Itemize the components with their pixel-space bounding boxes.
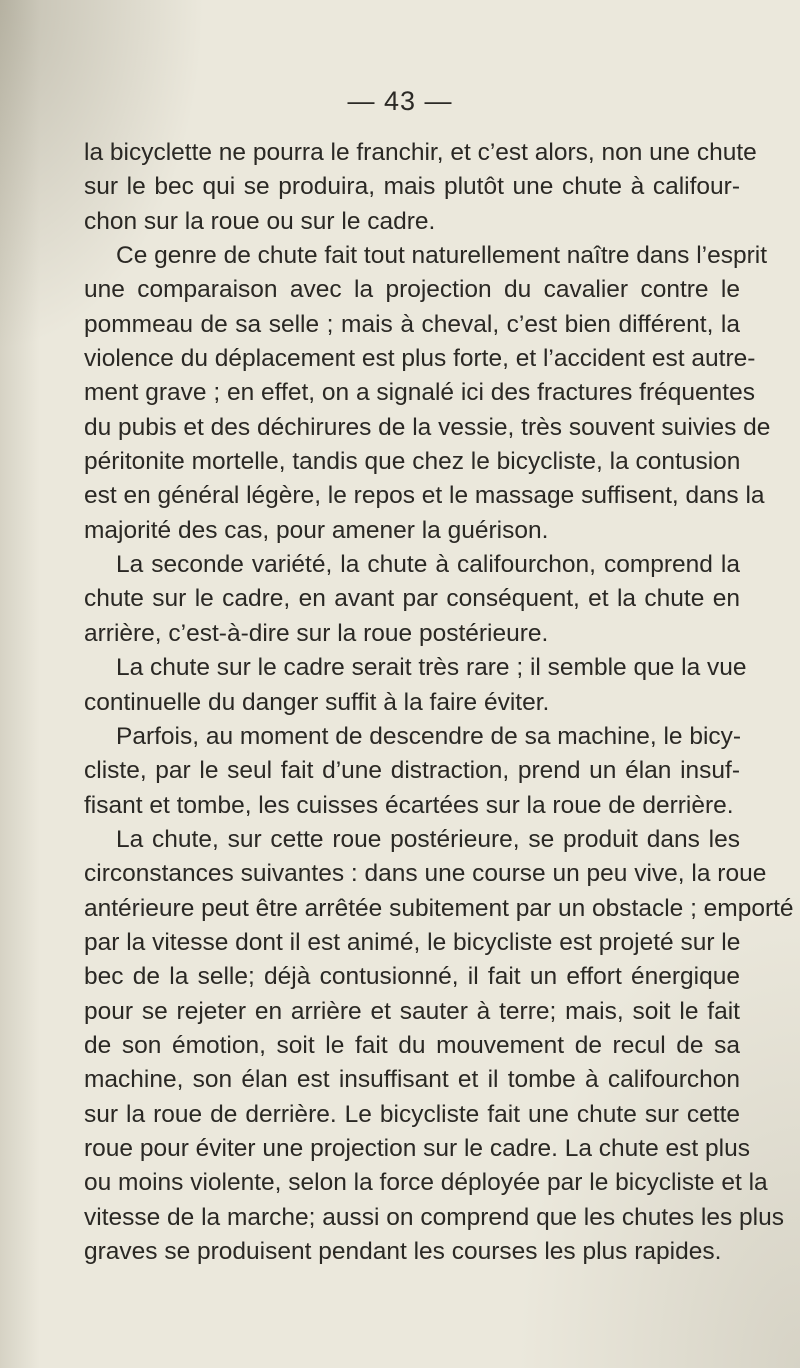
text-line: une comparaison avec la projection du cavalier contre le	[84, 276, 740, 304]
text-line: pommeau de sa selle ; mais à cheval, c’est bien différent, la	[84, 310, 740, 338]
text-line: est en général légère, le repos et le massage suffisent, dans la	[84, 482, 765, 510]
text-line: du pubis et des déchirures de la vessie, très souvent suivies de	[84, 413, 771, 441]
text-line: machine, son élan est insuffisant et il tombe à califourchon	[84, 1066, 740, 1094]
text-line: La chute sur le cadre serait très rare ; il semble que la vue	[116, 654, 747, 682]
text-line: arrière, c’est-à-dire sur la roue postérieure.	[84, 619, 549, 647]
text-line: La chute, sur cette roue postérieure, se produit dans les	[116, 825, 740, 853]
text-line: cliste, par le seul fait d’une distraction, prend un élan insuf-	[84, 757, 740, 785]
text-line: pour se rejeter en arrière et sauter à terre; mais, soit le fait	[84, 997, 740, 1025]
text-line: la bicyclette ne pourra le franchir, et c’est alors, non une chute	[84, 139, 757, 166]
body-text	[84, 136, 794, 1269]
text-line: Parfois, au moment de descendre de sa machine, le bicy-	[116, 722, 742, 750]
text-line: bec de la selle; déjà contusionné, il fait un effort énergique	[84, 963, 740, 991]
text-line: fisant et tombe, les cuisses écartées sur la roue de derrière.	[84, 791, 734, 819]
text-line: circonstances suivantes : dans une course un peu vive, la roue	[84, 860, 767, 888]
text-line: violence du déplacement est plus forte, et l’accident est autre-	[84, 345, 756, 373]
text-line: péritonite mortelle, tandis que chez le bicycliste, la contusion	[84, 448, 741, 476]
text-line: Ce genre de chute fait tout naturellement naître dans l’esprit	[116, 242, 767, 270]
text-line: ou moins violente, selon la force déployée par le bicycliste et la	[84, 1169, 768, 1197]
text-line: majorité des cas, pour amener la guérison.	[84, 516, 549, 544]
text-line: antérieure peut être arrêtée subitement par un obstacle ; emporté	[84, 894, 794, 922]
text-line: chute sur le cadre, en avant par conséquent, et la chute en	[84, 585, 740, 613]
text-line: chon sur la roue ou sur le cadre.	[84, 207, 436, 235]
text-line: de son émotion, soit le fait du mouvement de recul de sa	[84, 1031, 740, 1059]
text-line: sur le bec qui se produira, mais plutôt une chute à califour-	[84, 173, 740, 201]
text-line: roue pour éviter une projection sur le cadre. La chute est plus	[84, 1134, 750, 1162]
page-number: — 43 —	[347, 86, 453, 116]
text-line: graves se produisent pendant les courses les plus rapides.	[84, 1238, 722, 1265]
text-line: La seconde variété, la chute à califourchon, comprend la	[116, 551, 740, 579]
text-line: par la vitesse dont il est animé, le bicycliste est projeté sur le	[84, 928, 741, 956]
text-line: vitesse de la marche; aussi on comprend que les chutes les plus	[84, 1203, 784, 1231]
text-line: ment grave ; en effet, on a signalé ici des fractures fréquentes	[84, 379, 755, 407]
text-line: sur la roue de derrière. Le bicycliste fait une chute sur cette	[84, 1100, 740, 1128]
text-line: continuelle du danger suffit à la faire éviter.	[84, 688, 550, 716]
